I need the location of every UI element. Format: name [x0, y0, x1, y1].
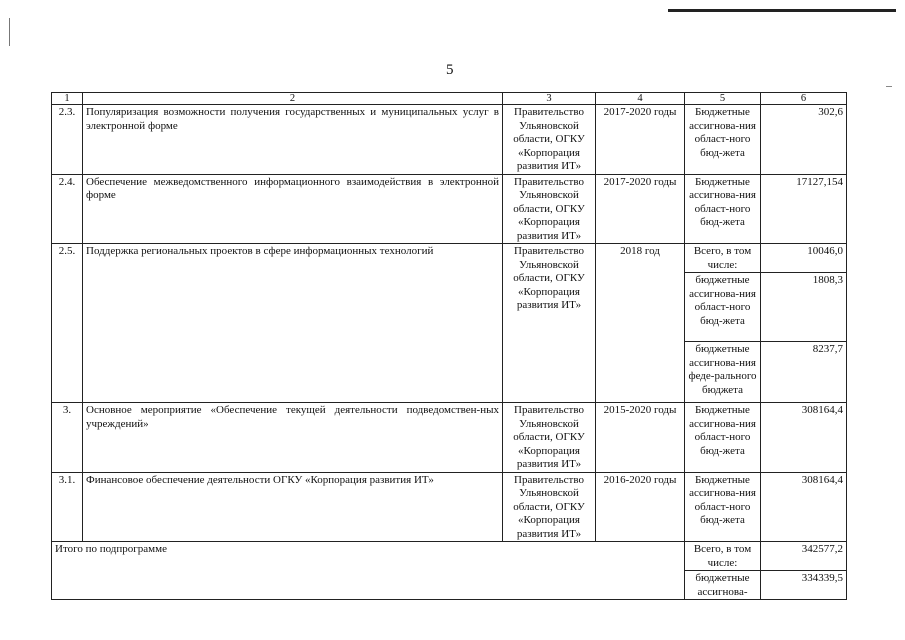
scan-edge-mark — [9, 18, 10, 46]
measure-name: Финансовое обеспечение деятельности ОГКУ «Корпорация развития ИТ» — [83, 472, 503, 542]
funding-source: Бюджетные ассигнова-ния област-ного бюд-жета — [685, 472, 761, 542]
amount: 334339,5 — [761, 571, 847, 600]
amount: 302,6 — [761, 105, 847, 175]
measure-name: Обеспечение межведомственного информационного взаимодействия в электронной форме — [83, 174, 503, 244]
header-cell: 3 — [503, 93, 596, 105]
amount: 10046,0 — [761, 244, 847, 273]
row-number: 2.5. — [52, 244, 83, 403]
amount: 17127,154 — [761, 174, 847, 244]
funding-source: Всего, в том числе: — [685, 542, 761, 571]
funding-source: Всего, в том числе: — [685, 244, 761, 273]
executor: Правительство Ульяновской области, ОГКУ «Корпорация развития ИТ» — [503, 174, 596, 244]
period: 2017-2020 годы — [596, 174, 685, 244]
period: 2018 год — [596, 244, 685, 403]
header-row — [52, 93, 847, 105]
funding-source: Бюджетные ассигнова-ния област-ного бюд-жета — [685, 174, 761, 244]
table-row — [52, 105, 847, 175]
header-cell: 2 — [83, 93, 503, 105]
row-number: 3. — [52, 403, 83, 473]
amount: 308164,4 — [761, 403, 847, 473]
funding-source: Бюджетные ассигнова-ния област-ного бюд-жета — [685, 403, 761, 473]
amount: 8237,7 — [761, 342, 847, 403]
row-number: 2.4. — [52, 174, 83, 244]
row-number: 2.3. — [52, 105, 83, 175]
header-cell: 6 — [761, 93, 847, 105]
measures-table — [51, 92, 847, 600]
executor: Правительство Ульяновской области, ОГКУ «Корпорация развития ИТ» — [503, 105, 596, 175]
period: 2017-2020 годы — [596, 105, 685, 175]
period: 2016-2020 годы — [596, 472, 685, 542]
table-row — [52, 403, 847, 473]
margin-dash — [886, 86, 892, 87]
total-label: Итого по подпрограмме — [52, 542, 685, 600]
table-row — [52, 174, 847, 244]
measure-name: Поддержка региональных проектов в сфере информационных технологий — [83, 244, 503, 403]
amount: 308164,4 — [761, 472, 847, 542]
executor: Правительство Ульяновской области, ОГКУ «Корпорация развития ИТ» — [503, 472, 596, 542]
funding-source: бюджетные ассигнова-ния област-ного бюд-жета — [685, 273, 761, 342]
funding-source: Бюджетные ассигнова-ния област-ного бюд-жета — [685, 105, 761, 175]
table-row — [52, 244, 847, 273]
table-row — [52, 472, 847, 542]
top-rule — [668, 9, 896, 12]
executor: Правительство Ульяновской области, ОГКУ «Корпорация развития ИТ» — [503, 244, 596, 403]
total-row — [52, 542, 847, 571]
measure-name: Популяризация возможности получения государственных и муниципальных услуг в электронной форме — [83, 105, 503, 175]
page-number: 5 — [446, 62, 454, 78]
measure-name: Основное мероприятие «Обеспечение текущей деятельности подведомствен-ных учреждений» — [83, 403, 503, 473]
funding-source: бюджетные ассигнова-ния феде-рального бюджета — [685, 342, 761, 403]
period: 2015-2020 годы — [596, 403, 685, 473]
header-cell: 4 — [596, 93, 685, 105]
row-number: 3.1. — [52, 472, 83, 542]
header-cell: 5 — [685, 93, 761, 105]
funding-source: бюджетные ассигнова- — [685, 571, 761, 600]
executor: Правительство Ульяновской области, ОГКУ «Корпорация развития ИТ» — [503, 403, 596, 473]
amount: 1808,3 — [761, 273, 847, 342]
amount: 342577,2 — [761, 542, 847, 571]
header-cell: 1 — [52, 93, 83, 105]
